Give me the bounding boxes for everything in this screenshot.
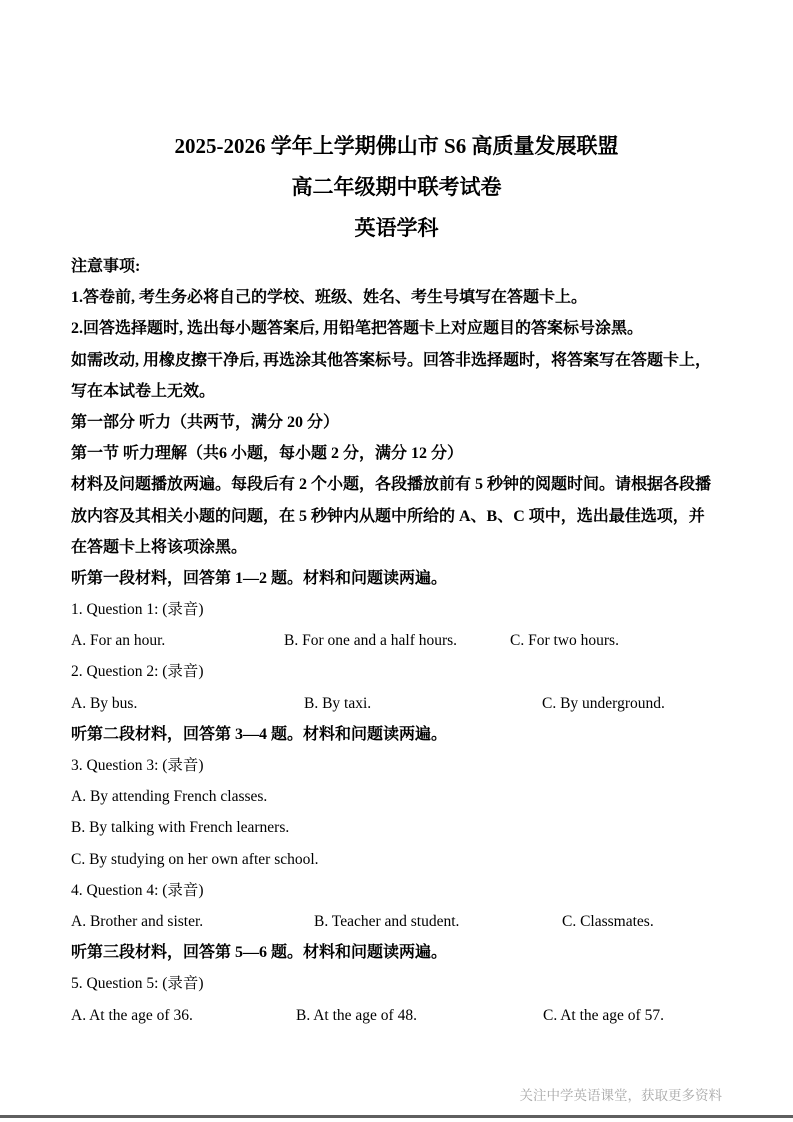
question4-option-b: B. Teacher and student. — [314, 912, 460, 930]
title-block — [0, 126, 793, 249]
question2-stem: 2. Question 2: (录音) — [71, 663, 204, 681]
note-line-1: 1.答卷前, 考生务必将自己的学校、班级、姓名、考生号填写在答题卡上。 — [71, 289, 588, 307]
exam-league-title: 2025-2026 学年上学期佛山市 S6 高质量发展联盟 — [174, 134, 619, 158]
question2-options-row — [71, 688, 722, 719]
part1-heading: 第一部分 听力（共两节，满分 20 分） — [71, 413, 340, 431]
question1-stem: 1. Question 1: (录音) — [71, 601, 204, 619]
exam-grade-title: 高二年级期中联考试卷 — [291, 175, 502, 199]
question1-option-c: C. For two hours. — [510, 632, 619, 650]
question4-stem: 4. Question 4: (录音) — [71, 881, 204, 899]
passage2-heading: 听第二段材料，回答第 3—4 题。材料和问题读两遍。 — [71, 725, 448, 743]
listening-instruction-line-1: 材料及问题播放两遍。每段后有 2 个小题，各段播放前有 5 秒钟的阅题时间。请根据各段播 — [71, 476, 712, 494]
question4-option-a: A. Brother and sister. — [71, 912, 204, 930]
page-bottom-edge — [0, 1115, 793, 1118]
section1-heading: 第一节 听力理解（共6 小题，每小题 2 分，满分 12 分） — [71, 445, 464, 463]
footer-watermark: 关注中学英语课堂，获取更多资料 — [519, 1088, 722, 1103]
note-line-2: 2.回答选择题时, 选出每小题答案后, 用铅笔把答题卡上对应题目的答案标号涂黑。 — [71, 320, 644, 338]
question4-option-c: C. Classmates. — [562, 912, 654, 930]
question4-options-row — [71, 906, 722, 937]
question5-stem: 5. Question 5: (录音) — [71, 975, 204, 993]
notes-heading: 注意事项: — [71, 258, 141, 275]
question3-stem: 3. Question 3: (录音) — [71, 757, 204, 774]
question2-option-b: B. By taxi. — [304, 694, 372, 712]
question1-options-row — [71, 625, 722, 656]
note-line-4: 写在本试卷上无效。 — [71, 382, 216, 400]
exam-body — [71, 251, 722, 1031]
question5-option-c: C. At the age of 57. — [543, 1006, 664, 1024]
note-line-3: 如需改动, 用橡皮擦干净后, 再选涂其他答案标号。回答非选择题时，将答案写在答题卡上， — [71, 351, 712, 369]
question5-option-b: B. At the age of 48. — [296, 1006, 417, 1024]
question3-option-a: A. By attending French classes. — [71, 788, 268, 806]
question3-option-b: B. By talking with French learners. — [71, 819, 290, 837]
exam-subject-title: 英语学科 — [354, 216, 439, 240]
listening-instruction-line-2: 放内容及其相关小题的问题，在 5 秒钟内从题中所给的 A、B、C 项中，选出最佳选项，并 — [71, 507, 705, 525]
listening-instruction-line-3: 在答题卡上将该项涂黑。 — [71, 538, 248, 556]
question1-option-b: B. For one and a half hours. — [284, 632, 458, 650]
passage1-heading: 听第一段材料，回答第 1—2 题。材料和问题读两遍。 — [71, 569, 448, 587]
passage3-heading: 听第三段材料，回答第 5—6 题。材料和问题读两遍。 — [71, 944, 448, 962]
question5-options-row — [71, 1000, 722, 1031]
question2-option-a: A. By bus. — [71, 694, 138, 712]
question5-option-a: A. At the age of 36. — [71, 1006, 193, 1024]
question2-option-c: C. By underground. — [542, 694, 665, 712]
question3-option-c: C. By studying on her own after school. — [71, 850, 319, 868]
question1-option-a: A. For an hour. — [71, 632, 166, 650]
